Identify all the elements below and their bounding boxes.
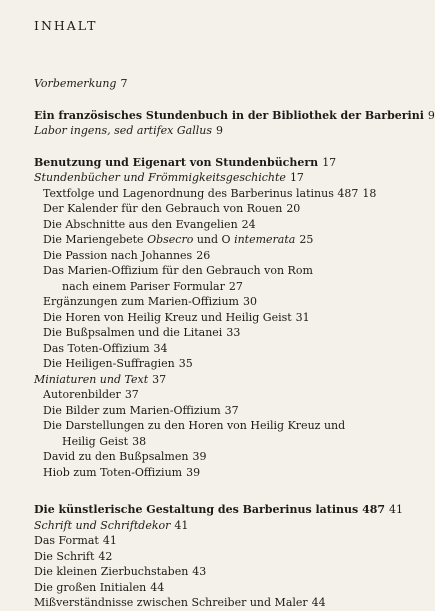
toc-entry xyxy=(28,217,386,233)
entry-title-text: Obsecro xyxy=(147,233,194,246)
table-of-contents xyxy=(28,76,435,611)
toc-entry xyxy=(28,465,386,481)
page-number: 41 xyxy=(174,518,189,532)
entry-title-text: Ein französisches Stundenbuch in der Bibliothek der Barberini xyxy=(34,108,424,122)
toc-entry xyxy=(28,248,386,264)
entry-title-text: Heilig Geist xyxy=(62,434,129,448)
toc-part-heading xyxy=(28,502,404,518)
page-number: 30 xyxy=(242,295,257,308)
page-number: 20 xyxy=(286,202,301,215)
entry-title-text: Die künstlerische Gestaltung des Barberinus latinus 487 xyxy=(34,503,386,516)
toc-part-heading xyxy=(28,108,435,124)
toc-entry xyxy=(28,595,386,611)
entry-title-text: Die Bilder zum Marien-Offizium xyxy=(43,403,221,417)
entry-title-text: Die Schrift xyxy=(34,549,95,563)
page-number: 44 xyxy=(150,580,165,594)
page-heading: INHALT xyxy=(34,18,98,33)
toc-entry xyxy=(28,263,386,279)
entry-title-text: nach einem Pariser Formular xyxy=(62,279,225,293)
page-number: 25 xyxy=(299,233,314,246)
entry-title-text: Schrift und Schriftdekor xyxy=(34,518,171,532)
toc-section-heading xyxy=(28,76,386,92)
page-number: 9 xyxy=(427,108,435,122)
entry-title-text: Die Bußpsalmen und die Litanei xyxy=(43,326,223,339)
entry-title-text: Labor ingens, sed artifex Gallus xyxy=(34,124,212,137)
toc-section-heading xyxy=(28,518,386,534)
page-number: 31 xyxy=(295,310,310,324)
entry-title-text: Die Abschnitte aus den Evangelien xyxy=(43,217,238,231)
toc-entry xyxy=(28,325,386,341)
entry-title-text: Vorbemerkung xyxy=(34,77,117,90)
page-number: 37 xyxy=(152,372,167,386)
toc-section-heading xyxy=(28,372,386,388)
page-number: 41 xyxy=(389,503,404,516)
page-number: 44 xyxy=(311,596,326,609)
page-number: 35 xyxy=(178,357,193,370)
page-number: 17 xyxy=(289,171,304,184)
page-number: 39 xyxy=(192,450,207,463)
toc-entry xyxy=(28,186,386,202)
page-number: 34 xyxy=(153,341,168,355)
toc-entry xyxy=(28,418,386,434)
entry-title-text: Hiob zum Toten-Offizium xyxy=(43,465,183,479)
toc-entry xyxy=(28,580,386,596)
entry-title-text: Das Marien-Offizium für den Gebrauch von Rom xyxy=(43,264,313,277)
toc-entry xyxy=(28,279,386,295)
page-number: 33 xyxy=(226,326,241,339)
toc-entry xyxy=(28,341,386,357)
page-number: 27 xyxy=(228,279,243,293)
page-number: 42 xyxy=(98,549,113,563)
entry-title-text: Textfolge und Lagenordnung des Barberinus latinus 487 xyxy=(43,186,359,200)
entry-title-text: Benutzung und Eigenart von Stundenbüchern xyxy=(34,155,319,169)
toc-section-heading xyxy=(28,123,386,139)
entry-title-text: Die großen Initialen xyxy=(34,580,147,594)
entry-title-text: Stundenbücher und Frömmigkeitsgeschichte xyxy=(34,171,286,184)
toc-entry xyxy=(28,310,386,326)
entry-title-text: Die kleinen Zierbuchstaben xyxy=(34,565,189,578)
toc-entry xyxy=(28,403,386,419)
entry-title-text: Die Mariengebete xyxy=(43,233,148,246)
page-number: 18 xyxy=(362,186,377,200)
entry-title-text: Die Darstellungen zu den Horen von Heilig Kreuz und xyxy=(43,419,346,432)
entry-title-text: Die Horen von Heilig Kreuz und Heilig Geist xyxy=(43,310,292,324)
entry-title-text: Der Kalender für den Gebrauch von Rouen xyxy=(43,202,283,215)
page-number: 38 xyxy=(132,434,147,448)
entry-title-text: und O xyxy=(193,233,235,246)
entry-title-text: Die Passion nach Johannes xyxy=(43,248,193,262)
page-number: 7 xyxy=(120,77,128,90)
entry-title-text: Autorenbilder xyxy=(43,388,121,401)
page-number: 24 xyxy=(241,217,256,231)
entry-title-text: Ergänzungen zum Marien-Offizium xyxy=(43,295,239,308)
toc-entry xyxy=(28,549,386,565)
toc-entry xyxy=(28,449,386,465)
toc-entry xyxy=(28,232,386,248)
page-number: 37 xyxy=(224,403,239,417)
page-number: 41 xyxy=(102,534,117,547)
page-number: 37 xyxy=(124,388,139,401)
page-number: 26 xyxy=(196,248,211,262)
toc-entry xyxy=(28,434,386,450)
toc-entry xyxy=(28,294,386,310)
toc-entry xyxy=(28,564,386,580)
entry-title-text: Miniaturen und Text xyxy=(34,372,149,386)
toc-entry xyxy=(28,533,386,549)
entry-title-text: David zu den Bußpsalmen xyxy=(43,450,189,463)
toc-section-heading xyxy=(28,170,386,186)
toc-entry xyxy=(28,387,386,403)
toc-part-heading xyxy=(28,155,386,171)
entry-title-text: Das Toten-Offizium xyxy=(43,341,150,355)
entry-title-text: Das Format xyxy=(34,534,99,547)
page-number: 39 xyxy=(186,465,201,479)
toc-entry xyxy=(28,356,386,372)
entry-title-text: intemerata xyxy=(234,233,296,246)
entry-title-text: Die Heiligen-Suffragien xyxy=(43,357,175,370)
page-number: 17 xyxy=(322,155,337,169)
toc-entry xyxy=(28,201,386,217)
page-number: 43 xyxy=(192,565,207,578)
entry-title-text: Mißverständnisse zwischen Schreiber und Maler xyxy=(34,596,308,609)
page-number: 9 xyxy=(216,124,223,137)
